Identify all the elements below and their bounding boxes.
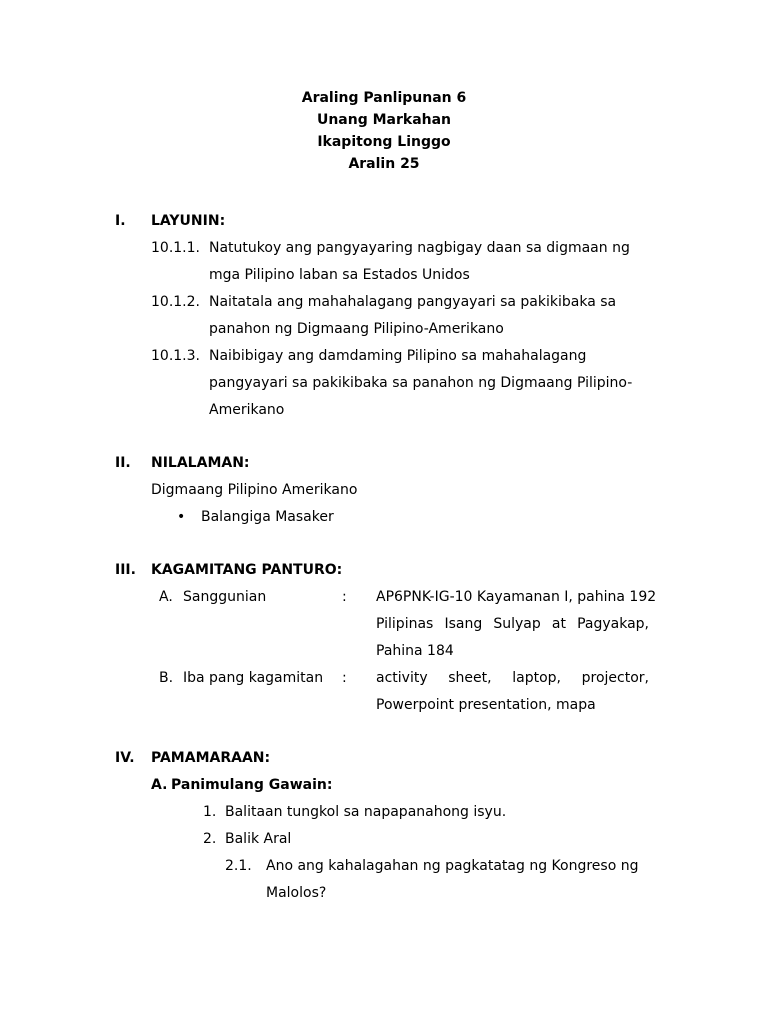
objective-text: pangyayari sa pakikibaka sa panahon ng Digmaang Pilipino- (209, 375, 633, 391)
quarter-label: Unang Markahan (316, 112, 452, 128)
step-text: Balitaan tungkol sa napapanahong isyu. (225, 804, 507, 820)
substep-text: Ano ang kahalagahan ng pagkatatag ng Kongreso ng (266, 858, 639, 874)
step-number: 1. (203, 804, 217, 820)
week-label: Ikapitong Linggo (317, 134, 451, 150)
objective-text: Natutukoy ang pangyayaring nagbigay daan sa digmaan ng (209, 240, 630, 256)
section-1-numeral: I. (115, 213, 126, 229)
material-value: activity sheet, laptop, projector, (376, 670, 649, 686)
document-title: Araling Panlipunan 6 (301, 90, 467, 106)
material-colon: : (342, 670, 347, 686)
section-4-numeral: IV. (115, 750, 135, 766)
subsection-title: Panimulang Gawain: (171, 777, 333, 793)
step-text: Balik Aral (225, 831, 292, 847)
bullet-icon: • (177, 509, 186, 525)
material-label: Iba pang kagamitan (183, 670, 324, 686)
material-value: Pahina 184 (376, 643, 454, 659)
objective-code: 10.1.2. (151, 294, 200, 310)
section-2-title: NILALAMAN: (151, 455, 250, 471)
objective-text: Naibibigay ang damdaming Pilipino sa mahahalagang (209, 348, 587, 364)
section-4-title: PAMAMARAAN: (151, 750, 271, 766)
lesson-label: Aralin 25 (348, 156, 420, 172)
content-subtopic: Balangiga Masaker (201, 509, 334, 525)
section-3-title: KAGAMITANG PANTURO: (151, 562, 343, 578)
objective-text: mga Pilipino laban sa Estados Unidos (209, 267, 470, 283)
material-label: Sanggunian (183, 589, 267, 605)
step-number: 2. (203, 831, 217, 847)
substep-number: 2.1. (225, 858, 252, 874)
substep-text: Malolos? (266, 885, 327, 901)
objective-text: panahon ng Digmaang Pilipino-Amerikano (209, 321, 504, 337)
material-letter: A. (159, 589, 173, 605)
material-value: Powerpoint presentation, mapa (376, 697, 596, 713)
objective-text: Amerikano (209, 402, 285, 418)
subsection-letter: A. (151, 777, 168, 793)
material-colon: : (342, 589, 347, 605)
material-value: AP6PNK-IG-10 Kayamanan I, pahina 192 (376, 589, 657, 605)
section-3-numeral: III. (115, 562, 136, 578)
material-value: Pilipinas Isang Sulyap at Pagyakap, (376, 616, 649, 632)
objective-text: Naitatala ang mahahalagang pangyayari sa pakikibaka sa (209, 294, 617, 310)
material-letter: B. (159, 670, 174, 686)
content-topic: Digmaang Pilipino Amerikano (151, 482, 358, 498)
objective-code: 10.1.3. (151, 348, 200, 364)
objective-code: 10.1.1. (151, 240, 200, 256)
section-2-numeral: II. (115, 455, 131, 471)
section-1-title: LAYUNIN: (151, 213, 226, 229)
